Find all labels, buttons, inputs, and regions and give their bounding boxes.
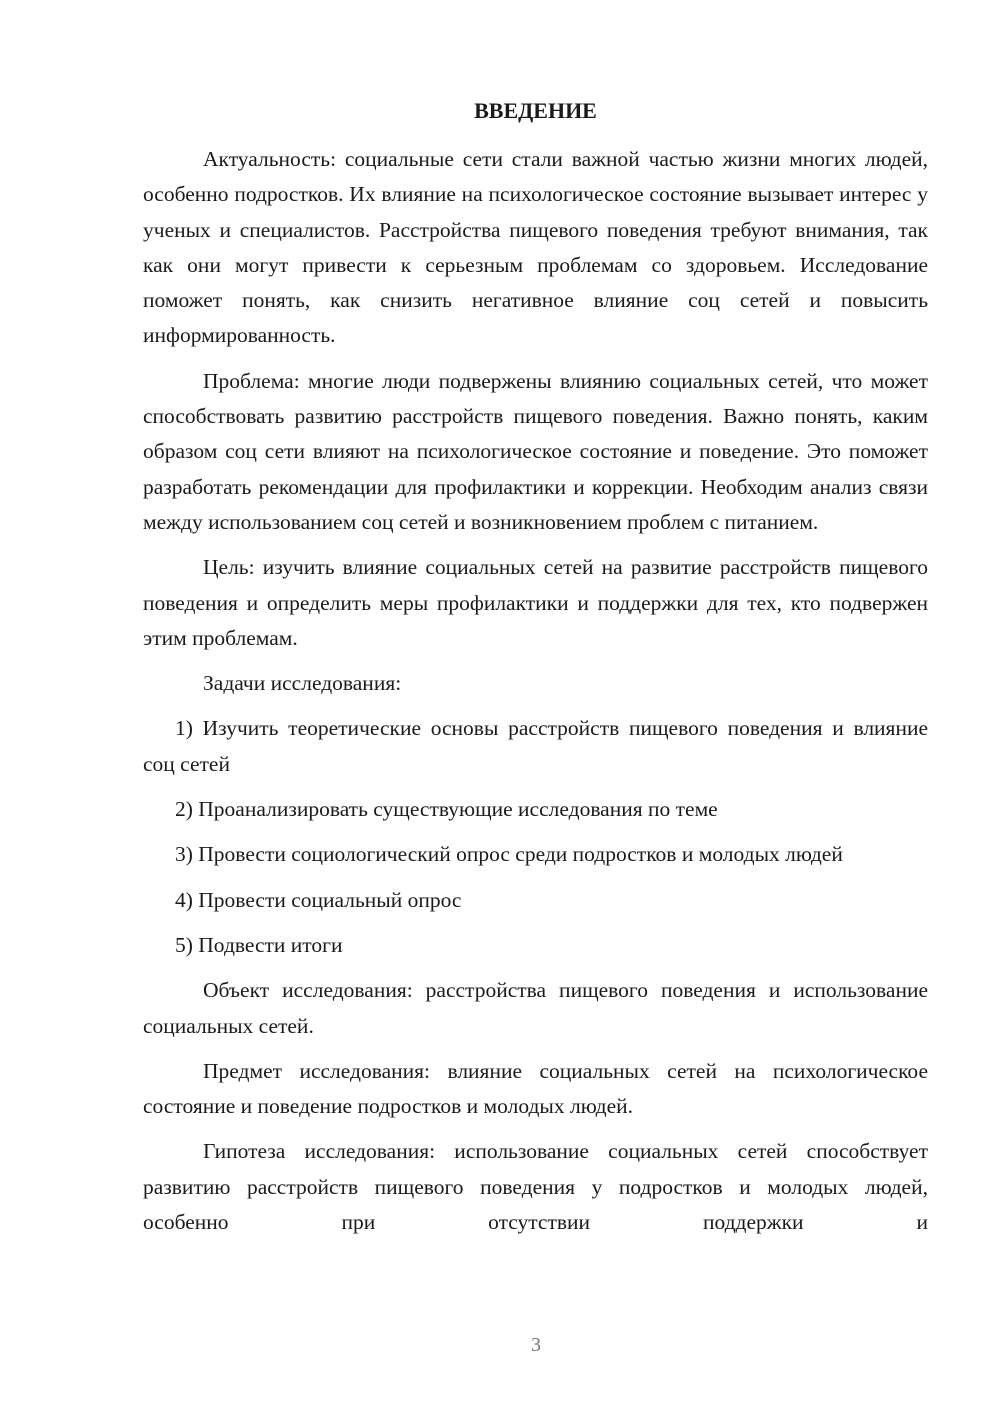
page-number: 3	[531, 1334, 541, 1356]
tasks-title: Задачи исследования:	[203, 671, 402, 696]
task-item-1: 1) Изучить теоретические основы расстройств пищевого поведения и влияние соц сетей	[143, 716, 928, 776]
task-item-2: 2) Проанализировать существующие исследования по теме	[175, 797, 718, 822]
page-heading: ВВЕДЕНИЕ	[474, 98, 597, 123]
problem-paragraph: Проблема: многие люди подвержены влиянию социальных сетей, что может способствовать развитию расстройств пищевого поведения. Важно понять, каким образом соц сети влияют на психологическое состояние и поведение. Это поможет разработать рекомендации для профилактики и коррекции. Необходим анализ связи между использованием соц сетей и возникновением проблем с питанием.	[143, 368, 928, 534]
object-paragraph: Объект исследования: расстройства пищевого поведения и использование социальных сетей.	[143, 978, 928, 1038]
task-item-5: 5) Подвести итоги	[175, 932, 343, 957]
task-item-3: 3) Провести социологический опрос среди подростков и молодых людей	[175, 842, 843, 867]
task-item-4: 4) Провести социальный опрос	[175, 887, 462, 912]
relevance-paragraph: Актуальность: социальные сети стали важной частью жизни многих людей, особенно подростков. Их влияние на психологическое состояние вызывает интерес у ученых и специалистов. Расстройства пищевого поведения требуют внимания, так как они могут привести к серьезным проблемам со здоровьем. Исследование поможет понять, как снизить негативное влияние соц сетей и повысить информированность.	[143, 147, 928, 348]
document-body	[143, 142, 928, 1240]
subject-paragraph: Предмет исследования: влияние социальных сетей на психологическое состояние и поведение подростков и молодых людей.	[143, 1058, 928, 1119]
goal-paragraph: Цель: изучить влияние социальных сетей на развитие расстройств пищевого поведения и определить меры профилактики и поддержки для тех, кто подвержен этим проблемам.	[143, 555, 928, 650]
hypothesis-paragraph: Гипотеза исследования: использование социальных сетей способствует развитию расстройств пищевого поведения у подростков и молодых людей, особенно при отсутствии поддержки и	[143, 1139, 928, 1235]
